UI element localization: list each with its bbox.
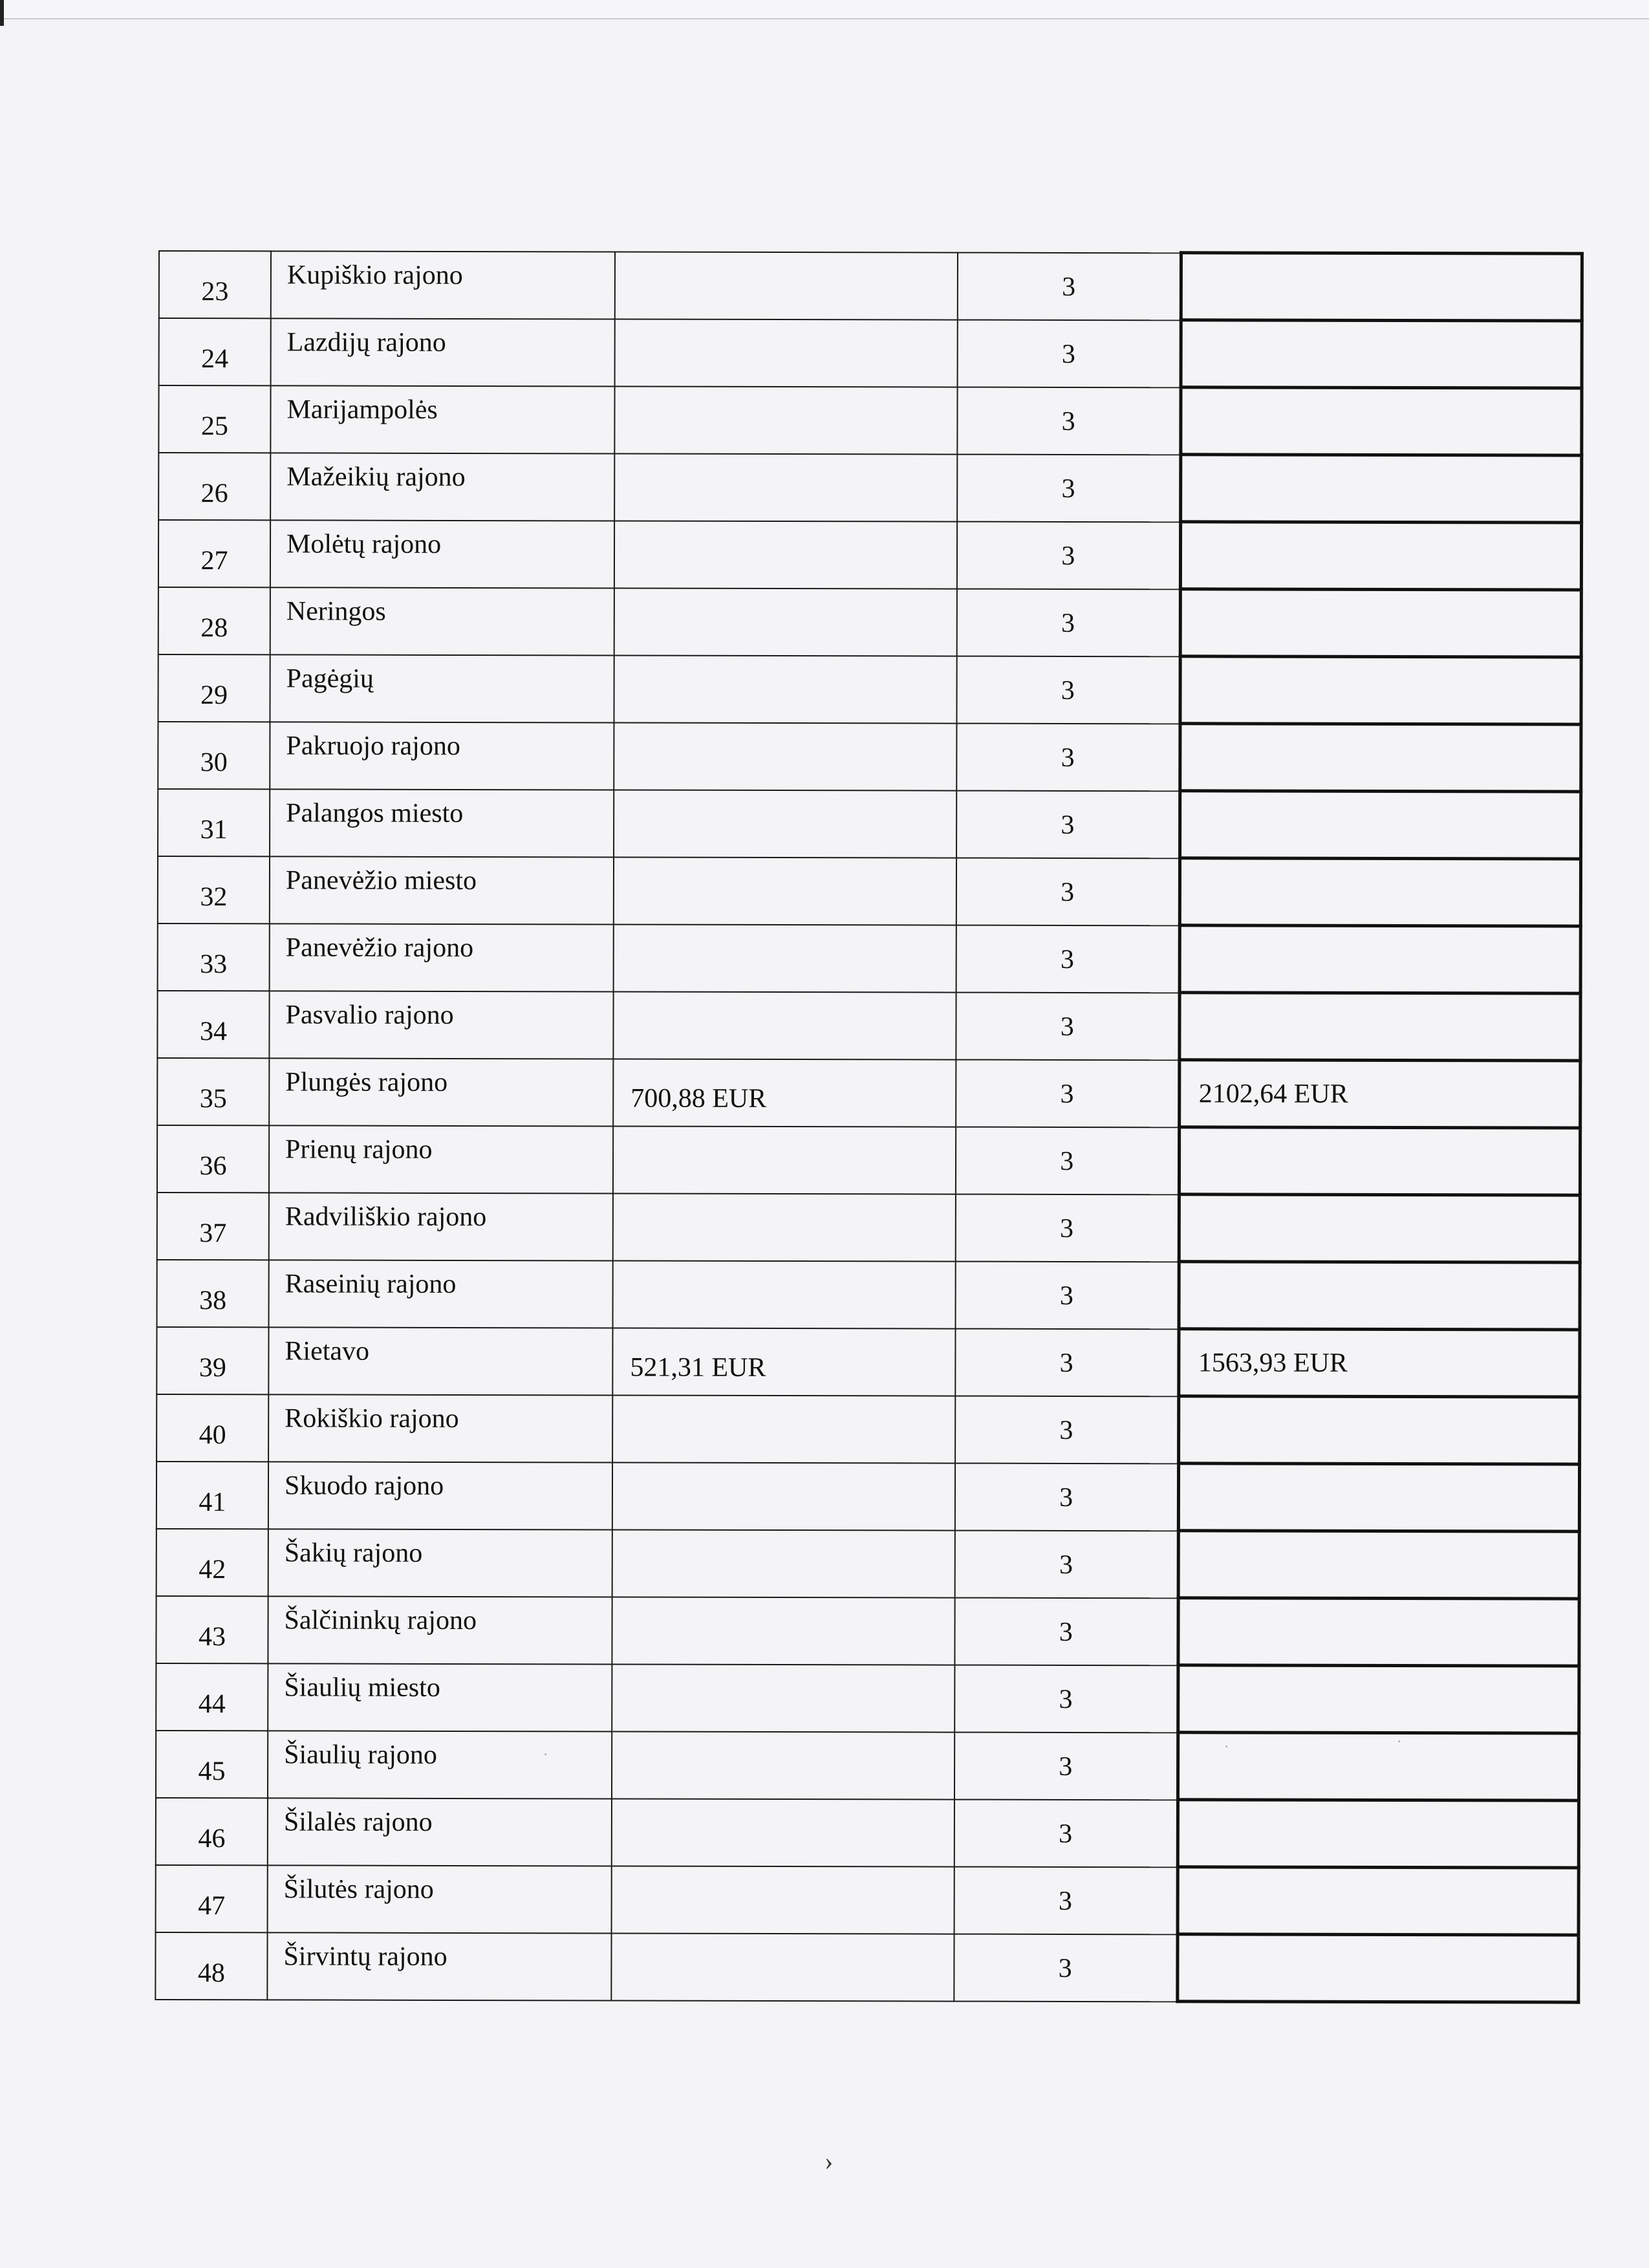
base-amount: [614, 924, 956, 992]
base-amount: [614, 588, 957, 656]
base-amount: [613, 1260, 956, 1328]
total-amount: 1563,93 EUR: [1178, 1329, 1579, 1397]
table-row: [158, 654, 1580, 725]
table-row: [158, 722, 1580, 792]
municipality-name: Šilalės rajono: [268, 1798, 612, 1866]
municipality-table: [155, 249, 1583, 2004]
coefficient: 3: [957, 521, 1180, 589]
coefficient: 3: [956, 1127, 1179, 1194]
table-row: [157, 1259, 1580, 1330]
base-amount: [612, 1597, 954, 1665]
table-row: [156, 1663, 1579, 1733]
coefficient: 3: [955, 1396, 1178, 1463]
coefficient: 3: [955, 1530, 1178, 1598]
table-row: [157, 1057, 1580, 1128]
coefficient: 3: [956, 925, 1180, 993]
total-amount: [1181, 253, 1582, 321]
municipality-name: Neringos: [270, 587, 614, 655]
total-amount: [1180, 589, 1581, 657]
table-row: [156, 1864, 1579, 1935]
row-number: 30: [158, 722, 270, 789]
table-row: [158, 587, 1581, 658]
row-number: 28: [158, 587, 270, 654]
total-amount: [1178, 1733, 1579, 1800]
row-number: 33: [158, 923, 270, 990]
total-amount: [1179, 993, 1580, 1061]
scan-top-edge: [0, 0, 1649, 19]
base-amount: 521,31 EUR: [612, 1328, 955, 1396]
base-amount: [614, 722, 956, 790]
base-amount: [612, 1529, 955, 1597]
row-number: 39: [156, 1326, 268, 1394]
municipality-name: Prienų rajono: [269, 1125, 613, 1193]
municipality-name: Mažeikių rajono: [270, 453, 614, 521]
row-number: 24: [159, 318, 271, 385]
municipality-name: Šakių rajono: [268, 1529, 612, 1597]
base-amount: [612, 1462, 955, 1530]
coefficient: 3: [955, 1328, 1178, 1396]
row-number: 41: [156, 1461, 268, 1528]
page-footer-mark: ›: [824, 2146, 834, 2176]
municipality-name: Marijampolės: [270, 385, 614, 453]
total-amount: [1179, 1262, 1580, 1330]
row-number: 34: [157, 990, 269, 1057]
municipality-name: Šiaulių miesto: [268, 1663, 612, 1731]
table-row: [156, 1595, 1579, 1666]
base-amount: [614, 857, 956, 925]
base-amount: [612, 1395, 955, 1463]
total-amount: [1180, 925, 1580, 993]
scan-speck: ·: [1224, 1738, 1229, 1755]
coefficient: 3: [958, 319, 1181, 387]
municipality-name: Raseinių rajono: [269, 1260, 613, 1328]
coefficient: 3: [956, 858, 1180, 925]
table-row: [159, 251, 1582, 321]
total-amount: [1177, 1934, 1578, 2002]
base-amount: [614, 655, 956, 723]
municipality-name: Radviliškio rajono: [269, 1193, 613, 1260]
table-row: [156, 1797, 1579, 1868]
coefficient: 3: [954, 1799, 1178, 1867]
table-row: [158, 385, 1581, 456]
row-number: 40: [156, 1394, 268, 1461]
table-row: [158, 789, 1580, 859]
total-amount: [1181, 320, 1582, 388]
total-amount: [1180, 387, 1581, 455]
base-amount: [611, 1933, 954, 2001]
municipality-name: Šiaulių rajono: [268, 1731, 612, 1798]
base-amount: [613, 1193, 956, 1261]
municipality-name: Kupiškio rajono: [271, 251, 615, 319]
base-amount: [614, 386, 957, 454]
row-number: 23: [159, 251, 271, 318]
coefficient: 3: [956, 992, 1179, 1060]
municipality-name: Plungės rajono: [269, 1058, 613, 1126]
row-number: 37: [157, 1192, 269, 1259]
table-row: [156, 1326, 1579, 1397]
row-number: 47: [156, 1864, 268, 1932]
table-row: [156, 1730, 1579, 1800]
total-amount: [1180, 656, 1580, 724]
total-amount: [1178, 1396, 1579, 1464]
base-amount: [615, 319, 958, 387]
municipality-name: Rietavo: [268, 1327, 612, 1395]
row-number: 25: [158, 385, 270, 453]
table-row: [155, 1932, 1578, 2002]
municipality-name: Lazdijų rajono: [271, 318, 615, 386]
total-amount: [1178, 1531, 1579, 1599]
base-amount: [612, 1866, 954, 1934]
municipality-name: Molėtų rajono: [270, 520, 614, 588]
total-amount: [1178, 1665, 1579, 1733]
municipality-name: Šalčininkų rajono: [268, 1596, 612, 1664]
scan-left-mark: [0, 0, 4, 26]
municipality-name: Širvintų rajono: [267, 1932, 611, 2000]
total-amount: [1180, 455, 1581, 523]
total-amount: [1180, 858, 1580, 926]
total-amount: [1179, 1127, 1580, 1195]
scan-speck: ·: [1397, 1733, 1402, 1749]
row-number: 36: [157, 1125, 269, 1192]
municipality-name: Rokiškio rajono: [268, 1394, 612, 1462]
base-amount: [612, 1664, 954, 1732]
coefficient: 3: [954, 1665, 1178, 1733]
row-number: 44: [156, 1663, 268, 1730]
municipality-name: Panevėžio rajono: [270, 923, 614, 991]
municipality-name: Skuodo rajono: [268, 1462, 612, 1529]
coefficient: 3: [954, 1732, 1178, 1800]
coefficient: 3: [954, 1934, 1177, 2002]
row-number: 46: [156, 1797, 268, 1864]
row-number: 43: [156, 1595, 268, 1663]
base-amount: [612, 1798, 954, 1866]
total-amount: 2102,64 EUR: [1179, 1060, 1580, 1128]
base-amount: [615, 252, 958, 319]
table-row: [156, 1461, 1579, 1531]
total-amount: [1180, 522, 1581, 590]
coefficient: 3: [956, 723, 1180, 791]
row-number: 38: [157, 1259, 269, 1326]
total-amount: [1178, 1867, 1579, 1935]
coefficient: 3: [956, 1261, 1179, 1329]
base-amount: [612, 1731, 954, 1799]
row-number: 31: [158, 789, 270, 856]
row-number: 32: [158, 856, 270, 923]
total-amount: [1178, 1598, 1579, 1666]
coefficient: 3: [956, 790, 1180, 858]
base-amount: [614, 521, 957, 589]
total-amount: [1178, 1463, 1579, 1531]
scan-speck: ·: [543, 1746, 548, 1762]
row-number: 42: [156, 1528, 268, 1595]
coefficient: 3: [954, 1597, 1178, 1665]
coefficient: 3: [955, 1463, 1178, 1531]
table-row: [158, 923, 1580, 993]
total-amount: [1180, 791, 1580, 859]
base-amount: [614, 453, 957, 521]
table-row: [157, 1192, 1580, 1262]
municipality-name: Šilutės rajono: [268, 1865, 612, 1933]
table-row: [158, 520, 1581, 590]
table-row: [157, 990, 1580, 1061]
municipality-name: Pakruojo rajono: [270, 722, 614, 790]
total-amount: [1180, 724, 1580, 792]
base-amount: [613, 1126, 956, 1194]
row-number: 48: [155, 1932, 267, 1999]
coefficient: 3: [956, 1059, 1179, 1127]
row-number: 45: [156, 1730, 268, 1797]
base-amount: [613, 991, 956, 1059]
base-amount: [614, 790, 956, 858]
coefficient: 3: [954, 1866, 1178, 1934]
coefficient: 3: [957, 454, 1180, 522]
municipality-name: Pasvalio rajono: [269, 991, 613, 1059]
coefficient: 3: [957, 589, 1180, 656]
table-row: [156, 1528, 1579, 1599]
coefficient: 3: [958, 252, 1181, 320]
table-row: [157, 1125, 1580, 1195]
row-number: 29: [158, 654, 270, 722]
base-amount: 700,88 EUR: [613, 1059, 956, 1127]
total-amount: [1179, 1194, 1580, 1262]
row-number: 27: [158, 520, 270, 587]
table-row: [158, 453, 1581, 523]
total-amount: [1178, 1800, 1579, 1868]
coefficient: 3: [956, 656, 1180, 724]
municipality-name: Palangos miesto: [270, 789, 614, 857]
municipality-name: Panevėžio miesto: [270, 856, 614, 924]
coefficient: 3: [956, 1194, 1179, 1262]
table-row: [159, 318, 1582, 389]
coefficient: 3: [957, 387, 1180, 455]
row-number: 26: [158, 453, 270, 520]
municipality-name: Pagėgių: [270, 654, 614, 722]
row-number: 35: [157, 1057, 269, 1125]
table-row: [156, 1394, 1579, 1464]
table-body: [155, 251, 1582, 2003]
table-row: [158, 856, 1580, 927]
